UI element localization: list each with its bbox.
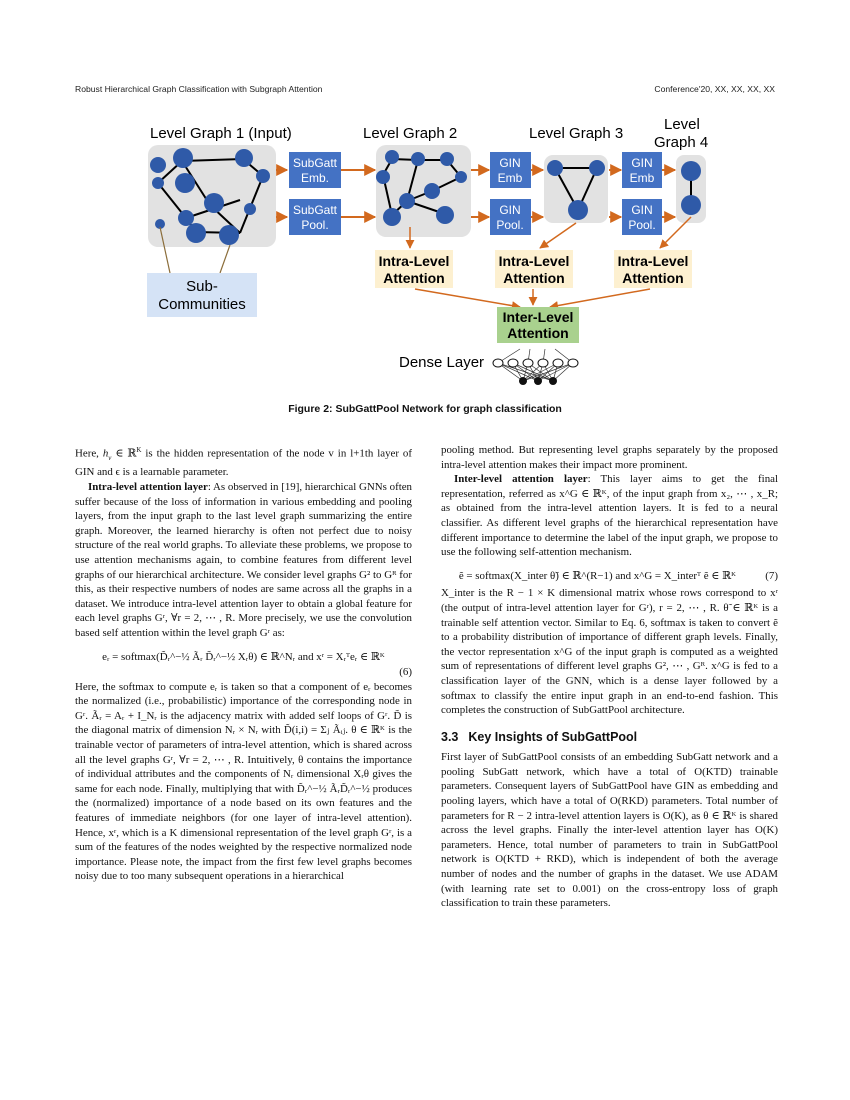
- right-column: [441, 443, 778, 911]
- right-para-3: X_inter is the R − 1 × K dimensional matrix whose rows correspond to xʳ (the output of intra-level attention layer for Gʳ), r = 2, ⋯ , R. θ̃ ∈ ℝᴷ is a trainable self attention vector. Similar to Eq. 6, softmax is taken to convert ẽ to a probability distribution of importance of different graph levels. Finally, the vector representation x^G of the input graph is computed as a weighted sum of representations of different level graphs G², ⋯ , Gᴿ. x^G is fed to a classification layer of the GNN, which is a dense layer followed by a softmax to classify the entire input graph in an end-to-end fashion. This completes the construction of SubGattPool architecture.: [441, 587, 778, 717]
- svg-text:Emb: Emb: [497, 171, 523, 185]
- svg-text:GIN: GIN: [631, 156, 653, 170]
- svg-text:Intra-Level: Intra-Level: [498, 253, 570, 269]
- label-level-graph-4a: Level: [664, 116, 700, 133]
- svg-text:GIN: GIN: [499, 156, 521, 170]
- left-para-1: Here, $h_v$ ∈ ℝ$^K$ is the hidden representation of the node v in l+1th layer of GIN and ϵ is a learnable parameter.: [75, 446, 413, 479]
- intra-level-attention-2: [495, 250, 573, 288]
- svg-text:Emb.: Emb.: [300, 171, 330, 185]
- running-header-title: Robust Hierarchical Graph Classification with Subgraph Attention: [75, 84, 323, 94]
- equation-6-number: (6): [399, 666, 412, 679]
- label-level-graph-3: Level Graph 3: [529, 125, 624, 142]
- label-dense-layer: Dense Layer: [399, 354, 485, 371]
- svg-text:Emb: Emb: [629, 171, 655, 185]
- intra-level-attention-1: [375, 250, 453, 288]
- svg-text:Attention: Attention: [383, 270, 445, 286]
- left-para-3: Here, the softmax to compute eᵣ is taken so that a component of eᵣ becomes the normalized (i.e., probabilistic) importance of the corresponding node in Gʳ. Ãᵣ = Aᵣ + I_Nᵣ is the adjacency matrix with added self loops of Gʳ. D̃ is the diagonal matrix of dimension Nᵣ × Nᵣ with D̃(i,i) = Σⱼ Ãᵢⱼ. θ ∈ ℝᴷ is the trainable vector of parameters of intra-level attention, which is shared across all the level graphs Gʳ, ∀r = 2, ⋯ , R. Intuitively, θ contains the importance of individual attributes and the components of Nᵣ dimensional Xᵣθ gives the same for each node. Finally, multiplying that with D̃ᵣ^−½ ÃᵣD̃ᵣ^−½ produces the (normalized) importance of a node based on its own features and the features of immediate neighbors (for one layer of intra-level attention). Hence, xʳ, which is a K dimensional representation of the level graph Gʳ, is a sum of the features of the nodes weighted by the respective normalized node importance. Please note, the impact from the first few level graphs becomes noisy due to too many subsequent operations in a hierarchical: [75, 680, 412, 883]
- svg-text:GIN: GIN: [499, 203, 521, 217]
- svg-text:Pool.: Pool.: [628, 218, 656, 232]
- svg-text:Attention: Attention: [622, 270, 684, 286]
- label-level-graph-4b: Graph 4: [654, 134, 709, 151]
- running-header-venue: Conference'20, XX, XX, XX, XX: [654, 84, 775, 94]
- right-para-2: Inter-level attention layer: This layer aims to get the final representation, referred as x^G ∈ ℝᴷ, of the input graph from x₂, ⋯ , x_R; as obtained from the intra-level attention layers. It is fed to a neural classifier. As different level graphs of the hierarchical representation have different importance to determine the label of the input graph, we propose to use the following self-attention mechanism.: [441, 473, 779, 559]
- svg-text:Pool.: Pool.: [496, 218, 524, 232]
- svg-text:Sub-: Sub-: [186, 278, 218, 295]
- inter-level-attention: [497, 307, 579, 343]
- svg-text:Inter-Level: Inter-Level: [502, 309, 574, 325]
- svg-text:Intra-Level: Intra-Level: [378, 253, 450, 269]
- label-level-graph-2: Level Graph 2: [363, 125, 458, 142]
- label-level-graph-1: Level Graph 1 (Input): [150, 125, 292, 142]
- section-heading: 3.3 Key Insights of SubGattPool: [441, 729, 638, 744]
- svg-text:Intra-Level: Intra-Level: [617, 253, 689, 269]
- left-column: [75, 443, 412, 884]
- intra-level-attention-3: [614, 250, 692, 288]
- left-para-2: Intra-level attention layer: As observed in [19], hierarchical GNNs often suffer because of the loss of information in various embedding and pooling layers, from the input graph to the last level graph summarizing the entire graph. Moreover, the learned hierarchy is often not perfect due to noisy structure of the real world graphs. To alleviate these problems, we propose to use attention mechanisms again, to combine features from different level graphs of our hierarchical architecture. We consider level graphs G² to Gᴿ for this, as their respective numbers of nodes are same across all the graphs in a dataset. We introduce intra-level attention layer to obtain a global feature for each level graphs Gʳ, ∀r = 2, ⋯ , R. More precisely, we use the convolution based self attention within the level graph Gʳ as:: [75, 480, 413, 639]
- svg-text:Attention: Attention: [507, 325, 569, 341]
- svg-text:GIN: GIN: [631, 203, 653, 217]
- svg-text:SubGatt: SubGatt: [292, 203, 338, 217]
- svg-text:Pool.: Pool.: [301, 218, 329, 232]
- equation-7: ẽ = softmax(X_inter θ̃) ∈ ℝ^(R−1) and x^G = X_interᵀ ẽ ∈ ℝᴷ (7): [458, 569, 778, 582]
- equation-6: eᵣ = softmax(D̃ᵣ^−½ Ãᵣ D̃ᵣ^−½ Xᵣθ) ∈ ℝ^Nᵣ and xʳ = Xᵣᵀeᵣ ∈ ℝᴷ: [102, 650, 385, 663]
- svg-text:Communities: Communities: [158, 296, 246, 313]
- right-para-1: pooling method. But representing level graphs separately by the proposed intra-level attention makes their impact more prominent.: [441, 444, 778, 471]
- right-para-4: First layer of SubGattPool consists of an embedding SubGatt network and a pooling SubGatt network, which have a total of O(KTD) trainable parameters. Consequent layers of SubGattPool have GIN as embedding and pooling layers, which have a total of O(RKD) parameters. Total number of parameters for R − 2 intra-level attention layers is O(K), as θ ∈ ℝᴷ is shared across the level graphs. Finally the inter-level attention layer has O(K) parameters. Hence, total number of parameters to train in SubGattPool network is O(KTD + RKD), which is independent of both the average number of nodes and the number of graphs in the dataset. We use ADAM (with learning rate set to 0.001) on the cross-entropy loss of graph classification to train these parameters.: [441, 751, 778, 910]
- architecture-figure: [0, 105, 850, 400]
- svg-text:Attention: Attention: [503, 270, 565, 286]
- svg-text:SubGatt: SubGatt: [292, 156, 338, 170]
- figure-caption: Figure 2: SubGattPool Network for graph classification: [288, 403, 562, 415]
